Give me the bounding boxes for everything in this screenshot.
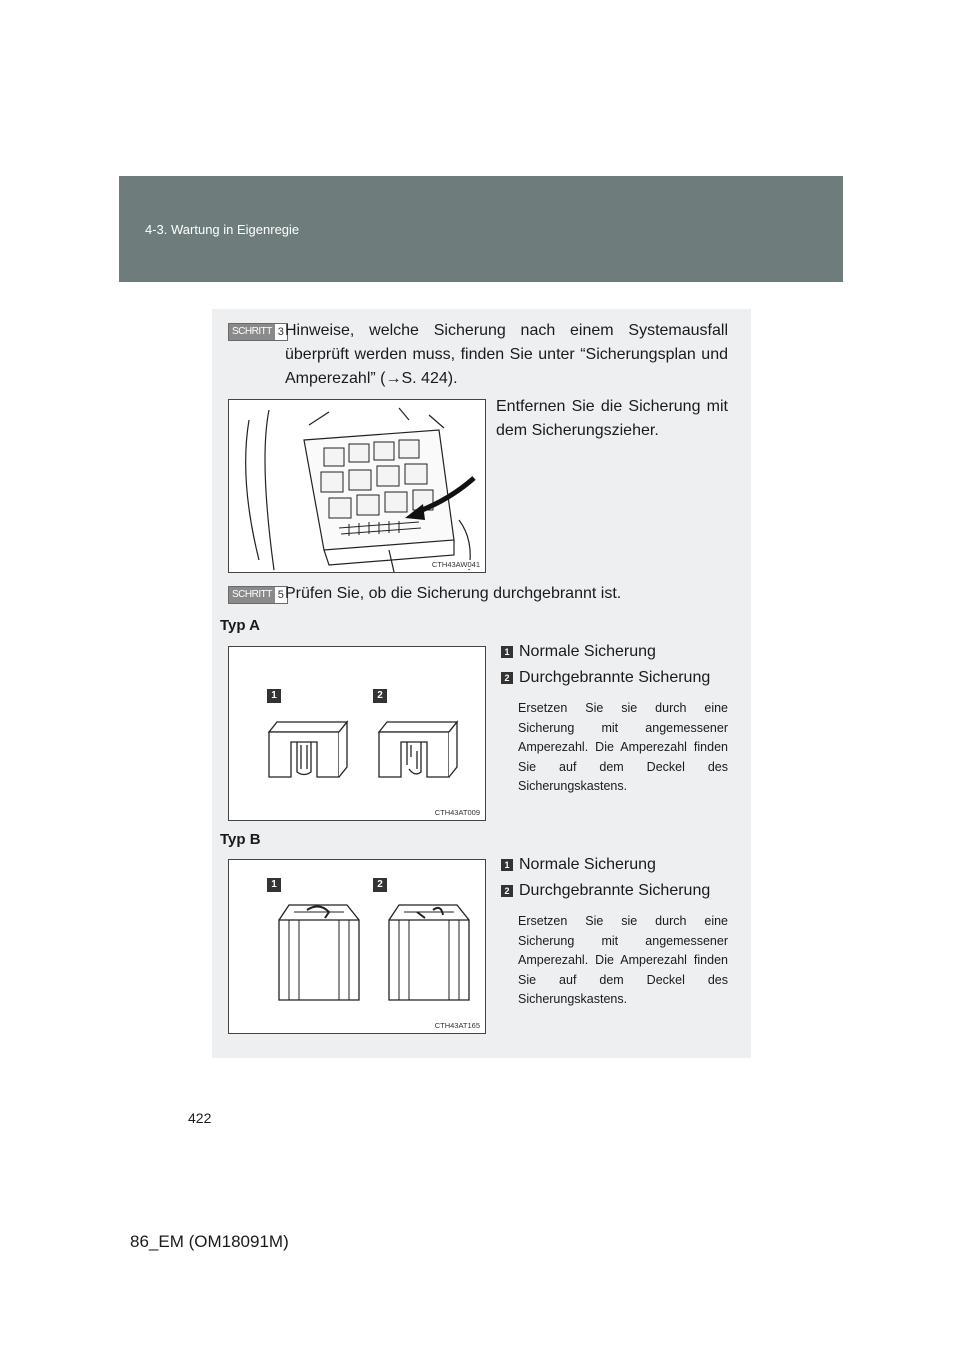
step-5-text: Prüfen Sie, ob die Sicherung durchgebrannt ist. bbox=[285, 585, 622, 602]
step-3-text: Hinweise, welche Sicherung nach einem Systemausfall überprüft werden muss, finden Sie unter “Sicherungsplan und Amperezahl” (→S. 424). bbox=[285, 322, 728, 387]
legend-marker-1: 1 bbox=[501, 859, 513, 871]
typ-a-marker-1: 1 bbox=[267, 689, 281, 703]
typ-b-marker-1: 1 bbox=[267, 878, 281, 892]
typ-a-legend-2 bbox=[501, 669, 710, 687]
typ-a-legend-1 bbox=[501, 643, 656, 661]
typ-a-note: Ersetzen Sie sie durch eine Sicherung mit angemessener Amperezahl. Die Amperezahl finden Sie auf dem Deckel des Sicherungskastens. bbox=[518, 701, 728, 793]
typ-b-heading: Typ B bbox=[220, 831, 261, 848]
typ-a-figure-code: CTH43AT009 bbox=[434, 808, 480, 817]
step-badge-3: SCHRITT 3 bbox=[228, 323, 288, 341]
typ-b-marker-2: 2 bbox=[373, 878, 387, 892]
typ-b-item-1: Normale Sicherung bbox=[519, 856, 656, 873]
legend-marker-1: 1 bbox=[501, 646, 513, 658]
page-number: 422 bbox=[188, 1110, 212, 1126]
typ-a-marker-2: 2 bbox=[373, 689, 387, 703]
step-4-text: Entfernen Sie die Sicherung mit dem Sicherungszieher. bbox=[496, 398, 728, 439]
typ-a-illustration bbox=[228, 646, 486, 821]
typ-a-fuses-drawing bbox=[229, 647, 485, 820]
typ-b-legend-1 bbox=[501, 856, 656, 874]
section-header bbox=[119, 176, 843, 282]
fusebox-figure-code: CTH43AW041 bbox=[431, 560, 480, 569]
typ-b-item-2: Durchgebrannte Sicherung bbox=[519, 882, 711, 899]
typ-b-figure-code: CTH43AT165 bbox=[434, 1021, 480, 1030]
legend-marker-2: 2 bbox=[501, 672, 513, 684]
typ-b-legend-2 bbox=[501, 882, 710, 900]
section-title: 4-3. Wartung in Eigenregie bbox=[145, 222, 300, 237]
fusebox-drawing bbox=[229, 400, 485, 572]
fusebox-illustration bbox=[228, 399, 486, 573]
document-code: 86_EM (OM18091M) bbox=[130, 1232, 289, 1251]
content-panel bbox=[212, 309, 751, 1058]
legend-marker-2: 2 bbox=[501, 885, 513, 897]
step-badge-5: SCHRITT 5 bbox=[228, 586, 288, 604]
typ-b-illustration bbox=[228, 859, 486, 1034]
typ-a-heading: Typ A bbox=[220, 617, 260, 634]
typ-a-item-1: Normale Sicherung bbox=[519, 643, 656, 660]
typ-a-item-2: Durchgebrannte Sicherung bbox=[519, 669, 711, 686]
typ-b-note: Ersetzen Sie sie durch eine Sicherung mit angemessener Amperezahl. Die Amperezahl finden Sie auf dem Deckel des Sicherungskastens. bbox=[518, 914, 728, 1006]
